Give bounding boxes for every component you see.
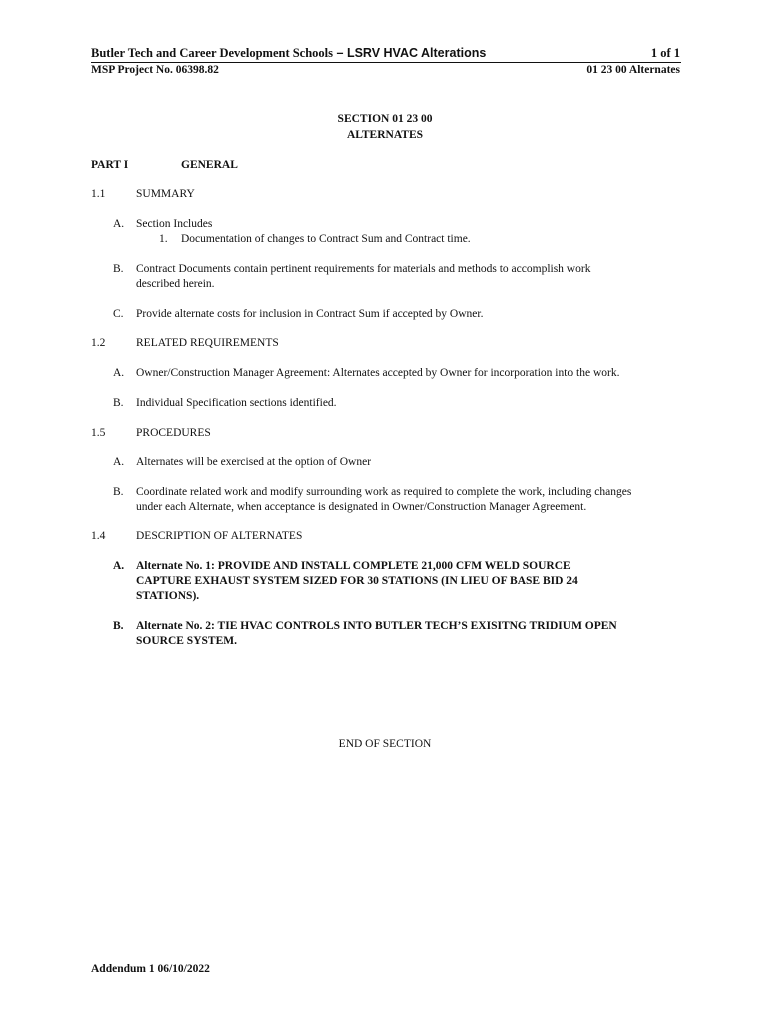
header-school: Butler Tech and Career Development Schools <box>91 46 334 60</box>
item-text-line: under each Alternate, when acceptance is designated in Owner/Construction Manager Agreement. <box>136 501 587 513</box>
header-title <box>91 46 486 61</box>
article-number: 1.5 <box>91 427 106 439</box>
header-section-ref: 01 23 00 Alternates <box>586 64 680 76</box>
item-text-line: described herein. <box>136 278 215 290</box>
article-title: DESCRIPTION OF ALTERNATES <box>136 530 303 542</box>
alternate-letter: B. <box>113 620 124 632</box>
item-letter: B. <box>113 397 124 409</box>
subitem-number: 1. <box>159 233 168 245</box>
item-letter: A. <box>113 456 125 468</box>
header-rule <box>91 62 681 63</box>
item-text-line: Contract Documents contain pertinent requirements for materials and methods to accomplish work <box>136 263 591 275</box>
item-text: Owner/Construction Manager Agreement: Alternates accepted by Owner for incorporation into the work. <box>136 367 620 379</box>
article-number: 1.2 <box>91 337 106 349</box>
part-label: PART I <box>91 159 129 171</box>
section-number: SECTION 01 23 00 <box>337 113 433 125</box>
item-text-line: Coordinate related work and modify surrounding work as required to complete the work, including changes <box>136 486 632 498</box>
header-page-number: 1 of 1 <box>650 46 680 60</box>
item-text: Alternates will be exercised at the option of Owner <box>136 456 372 468</box>
item-text: Individual Specification sections identified. <box>136 397 337 409</box>
item-text: Provide alternate costs for inclusion in Contract Sum if accepted by Owner. <box>136 308 484 320</box>
item-letter: A. <box>113 367 125 379</box>
end-of-section: END OF SECTION <box>338 738 432 750</box>
article-number: 1.4 <box>91 530 106 542</box>
alternate-text-line: STATIONS). <box>136 590 200 602</box>
alternate-text-line: CAPTURE EXHAUST SYSTEM SIZED FOR 30 STATIONS (IN LIEU OF BASE BID 24 <box>136 575 578 587</box>
item-letter: B. <box>113 486 124 498</box>
article-title: PROCEDURES <box>136 427 211 439</box>
alternate-text-line: Alternate No. 1: PROVIDE AND INSTALL COMPLETE 21,000 CFM WELD SOURCE <box>136 560 571 572</box>
header-project-name: LSRV HVAC Alterations <box>346 46 487 60</box>
header-project-no: MSP Project No. 06398.82 <box>91 64 219 76</box>
subitem-text: Documentation of changes to Contract Sum and Contract time. <box>181 233 471 245</box>
alternate-letter: A. <box>113 560 125 572</box>
section-title: ALTERNATES <box>346 129 424 141</box>
alternate-text-line: SOURCE SYSTEM. <box>136 635 237 647</box>
item-letter: C. <box>113 308 124 320</box>
item-letter: A. <box>113 218 125 230</box>
header-dash: – <box>333 46 347 60</box>
article-title: RELATED REQUIREMENTS <box>136 337 279 349</box>
footer-addendum: Addendum 1 06/10/2022 <box>91 963 210 975</box>
alternate-text-line: Alternate No. 2: TIE HVAC CONTROLS INTO BUTLER TECH’S EXISITNG TRIDIUM OPEN <box>136 620 617 632</box>
item-text: Section Includes <box>136 218 213 230</box>
article-number: 1.1 <box>91 188 106 200</box>
part-title: GENERAL <box>181 159 238 171</box>
item-letter: B. <box>113 263 124 275</box>
article-title: SUMMARY <box>136 188 195 200</box>
